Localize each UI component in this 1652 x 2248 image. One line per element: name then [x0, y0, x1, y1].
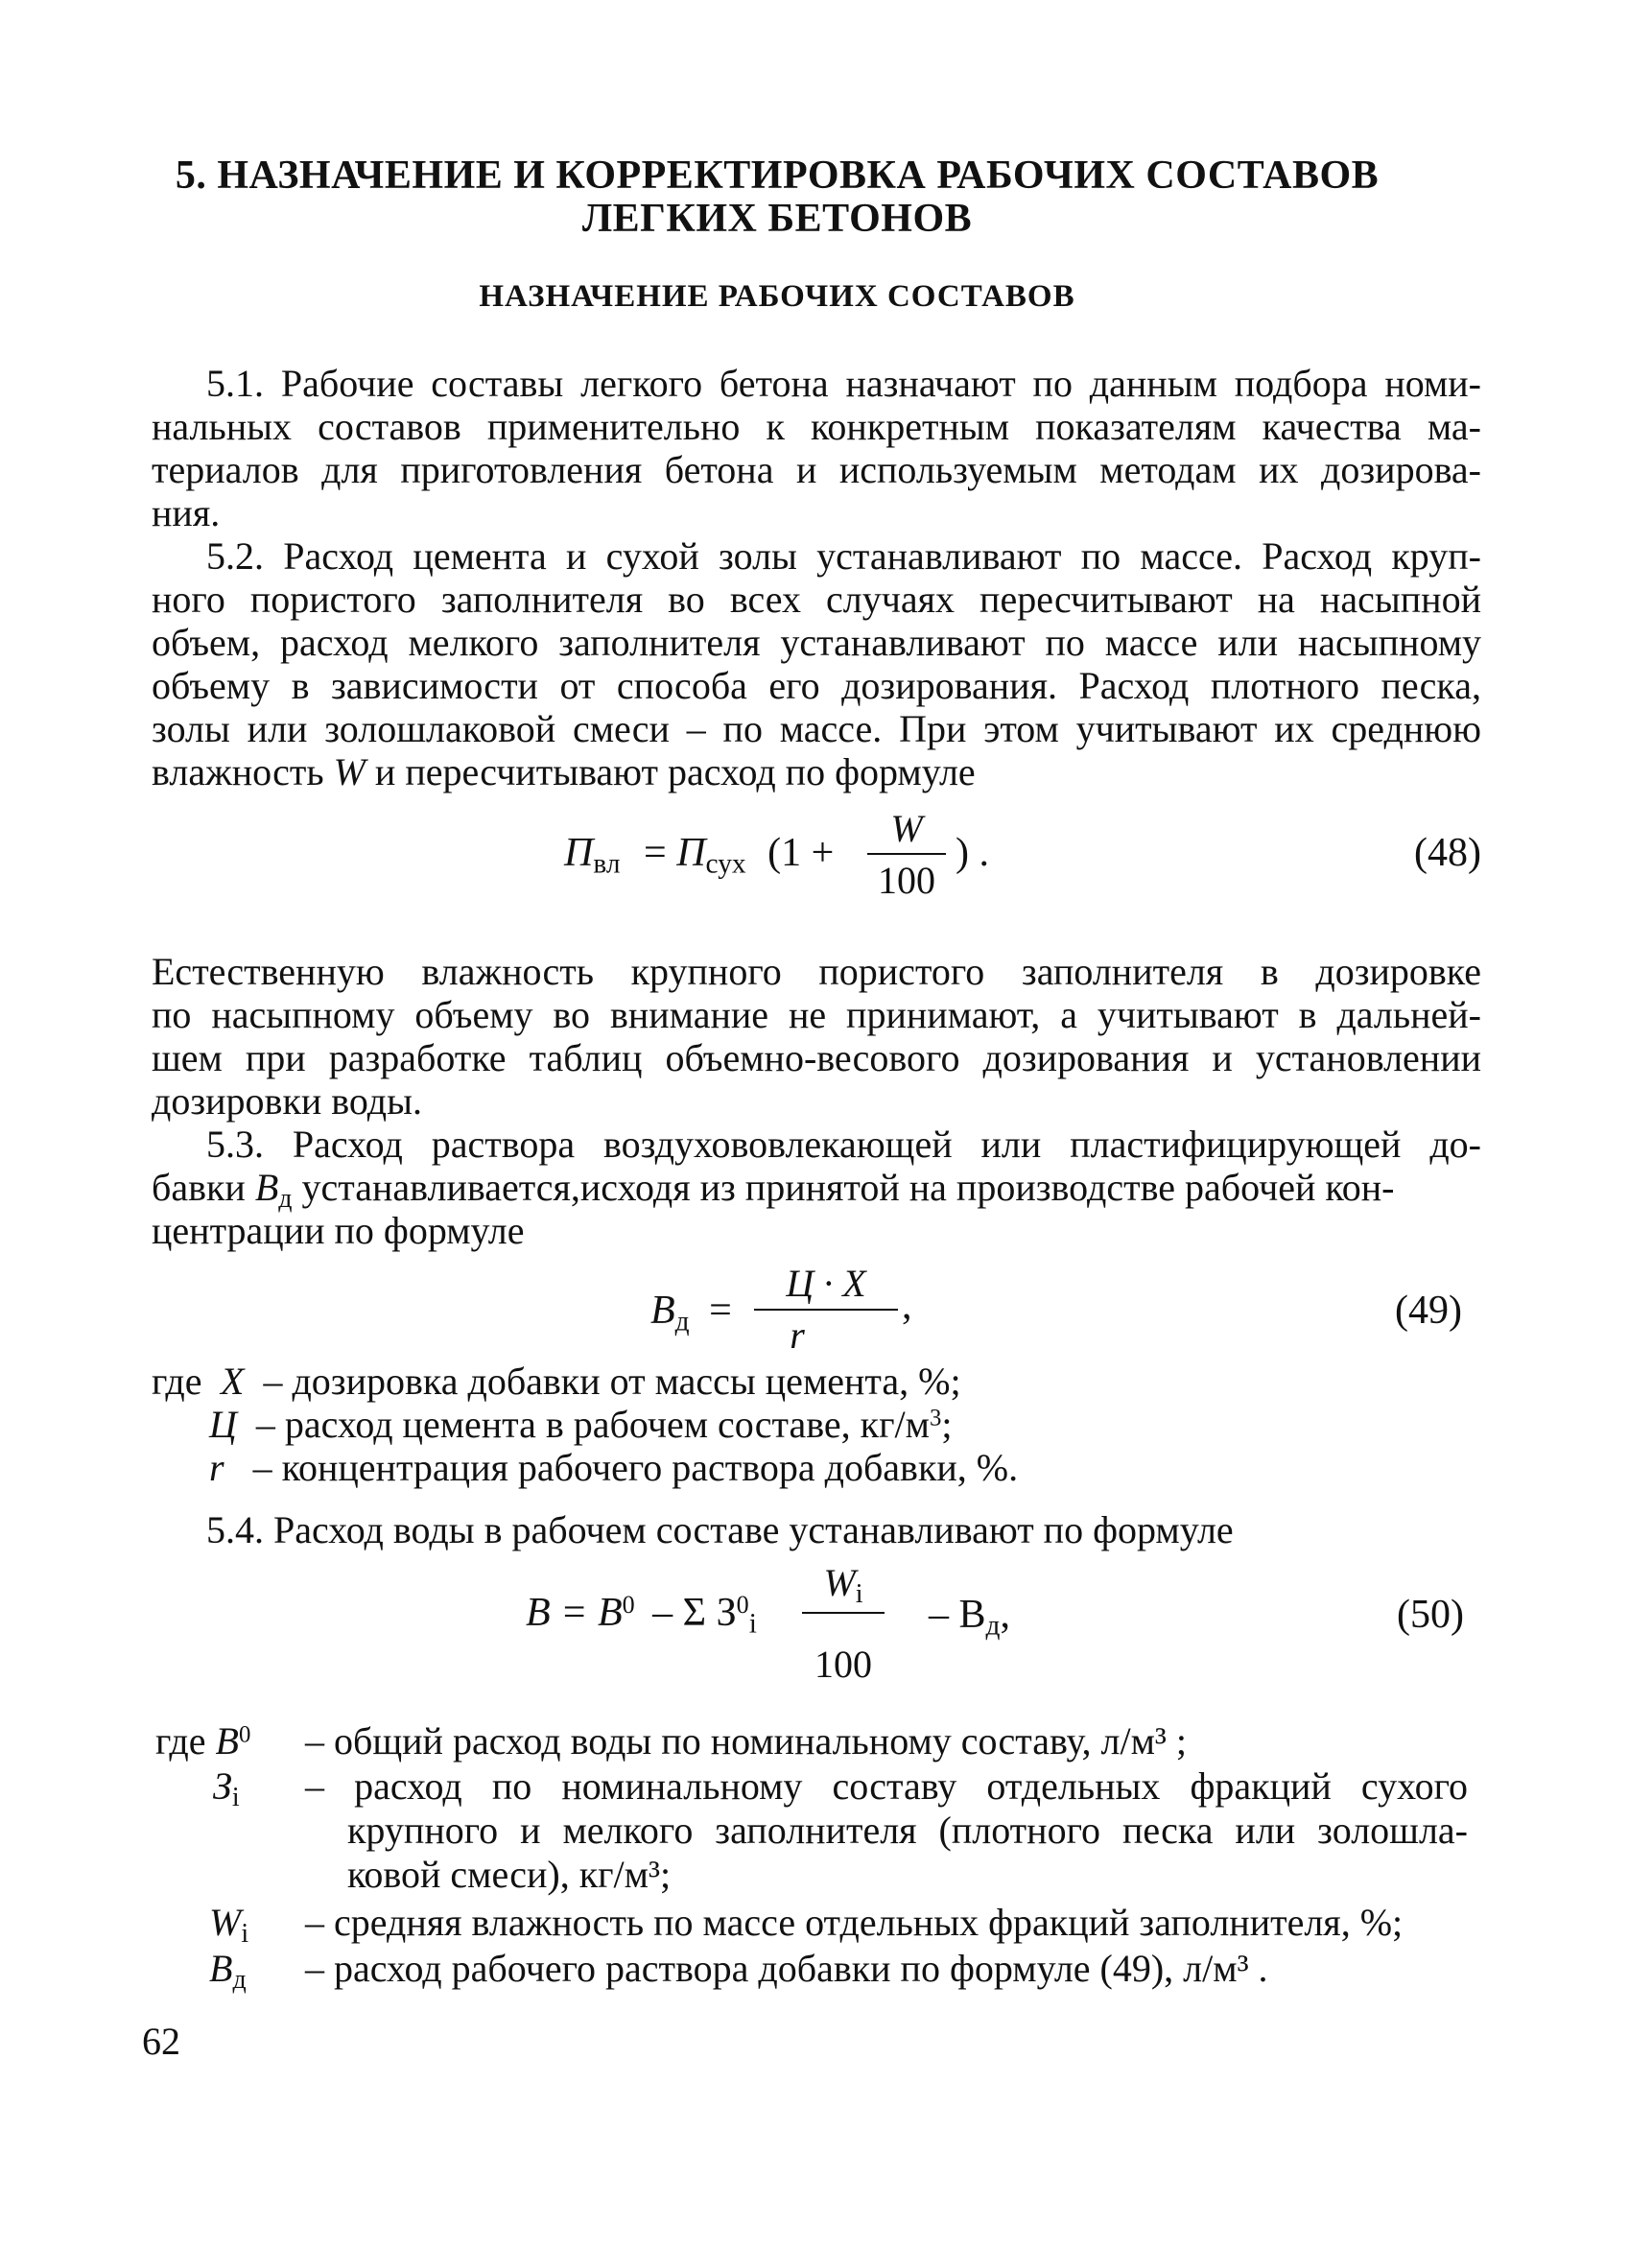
- eq48-denominator: 100: [878, 859, 935, 902]
- def50-w-symbol: $W_i$: [209, 1901, 249, 1949]
- eq50-left: $В = В^0 - \Sigma$ $З^0_i$: [526, 1591, 757, 1640]
- p52-after: и пересчитывают расход по формуле: [374, 750, 976, 793]
- paragraph-5-3-line-2: бавки $В_д$ устанавливается,исходя из принятой на производстве рабочей кон-: [152, 1166, 1395, 1214]
- paragraph-5-1-line-4: ния.: [152, 491, 221, 534]
- def50-z-text-3: ковой смеси), кг/м³;: [347, 1853, 672, 1896]
- paragraph-5-2-line-6: [152, 750, 1481, 797]
- def50-b0-text: – общий расход воды по номинальному составу, л/м³ ;: [305, 1719, 1187, 1763]
- paragraph-5-3-line-1: 5.3. Расход раствора воздухововлекающей или пластифицирующей до-: [206, 1123, 1481, 1166]
- paragraph-5-1-line-1: 5.1. Рабочие составы легкого бетона назначают по данным подбора номи-: [206, 362, 1481, 405]
- paragraph-5-2-line-5: золы или золошлаковой смеси – по массе. При этом учитывают их среднюю: [152, 707, 1481, 750]
- eq50-denominator: 100: [814, 1643, 872, 1686]
- eq48-number: (48): [1414, 831, 1481, 875]
- def50-prefix: где $В^0$: [155, 1719, 251, 1763]
- eq48-numerator: W: [890, 807, 923, 850]
- def50-z-text-2: крупного и мелкого заполнителя (плотного песка или золошла-: [347, 1809, 1468, 1852]
- chapter-title-line-2: ЛЕГКИХ БЕТОНОВ: [581, 197, 973, 241]
- eq48-close: ) .: [956, 831, 989, 875]
- paragraph-after-48-line-2: по насыпному объему во внимание не принимают, а учитывают в дальней-: [152, 993, 1481, 1036]
- def50-z-text-1: – расход по номинальному составу отдельных фракций сухого: [305, 1764, 1468, 1808]
- page-number: 62: [142, 2020, 180, 2063]
- eq49-left: $В_д$ =: [650, 1289, 732, 1337]
- def49-c: Ц – расход цемента в рабочем составе, $кг/м^3$;: [209, 1403, 953, 1446]
- eq50-numerator: $W_i$: [823, 1561, 863, 1609]
- eq50-fraction-bar: [802, 1612, 885, 1614]
- def49-r: r – концентрация рабочего раствора добавки, %.: [209, 1446, 1019, 1489]
- def50-bd-text: – расход рабочего раствора добавки по формуле (49), л/м³ .: [305, 1947, 1268, 1990]
- def50-w-text: – средняя влажность по массе отдельных фракций заполнителя, %;: [305, 1901, 1404, 1944]
- paragraph-after-48-line-4: дозировки воды.: [152, 1079, 422, 1123]
- paragraph-5-2-line-3: объем, расход мелкого заполнителя устанавливают по массе или насыпному: [152, 621, 1481, 664]
- eq49-comma: ,: [902, 1284, 912, 1328]
- section-heading: НАЗНАЧЕНИЕ РАБОЧИХ СОСТАВОВ: [479, 279, 1075, 314]
- paragraph-5-1-line-3: териалов для приготовления бетона и используемым методам их дозирова-: [152, 448, 1481, 491]
- paragraph-5-2-line-2: ного пористого заполнителя во всех случаях пересчитывают на насыпной: [152, 578, 1481, 621]
- eq50-number: (50): [1397, 1593, 1464, 1637]
- def50-bd-symbol: $В_д$: [209, 1947, 247, 1995]
- paragraph-5-2-line-1: 5.2. Расход цемента и сухой золы устанавливают по массе. Расход круп-: [206, 534, 1481, 578]
- paragraph-after-48-line-1: Естественную влажность крупного пористого заполнителя в дозировке: [152, 950, 1481, 993]
- def49-x: X – дозировка добавки от массы цемента, %;: [221, 1360, 961, 1403]
- eq49-fraction-bar: [754, 1309, 898, 1311]
- eq49-numerator: Ц · X: [786, 1262, 866, 1305]
- eq48-fraction-bar: [867, 853, 946, 855]
- def50-z-symbol: $З_i$: [213, 1764, 240, 1812]
- eq48-left: $П_{вл} = П_{сух}$ (1 +: [564, 831, 835, 880]
- p52-before: влажность: [152, 750, 324, 793]
- eq49-number: (49): [1395, 1289, 1462, 1333]
- eq49-denominator: r: [790, 1313, 805, 1357]
- eq50-right: – $В_д$,: [929, 1593, 1010, 1642]
- paragraph-5-1-line-2: нальных составов применительно к конкретным показателям качества ма-: [152, 405, 1481, 448]
- chapter-title-line-1: 5. НАЗНАЧЕНИЕ И КОРРЕКТИРОВКА РАБОЧИХ СОСТАВОВ: [175, 154, 1380, 198]
- def49-prefix: где: [152, 1360, 202, 1403]
- paragraph-after-48-line-3: шем при разработке таблиц объемно-весового дозирования и установлении: [152, 1036, 1481, 1079]
- var-w: W: [333, 750, 366, 793]
- paragraph-5-4: 5.4. Расход воды в рабочем составе устанавливают по формуле: [206, 1508, 1234, 1551]
- paragraph-5-2-line-4: объему в зависимости от способа его дозирования. Расход плотного песка,: [152, 664, 1481, 707]
- paragraph-5-3-line-3: центрации по формуле: [152, 1209, 525, 1252]
